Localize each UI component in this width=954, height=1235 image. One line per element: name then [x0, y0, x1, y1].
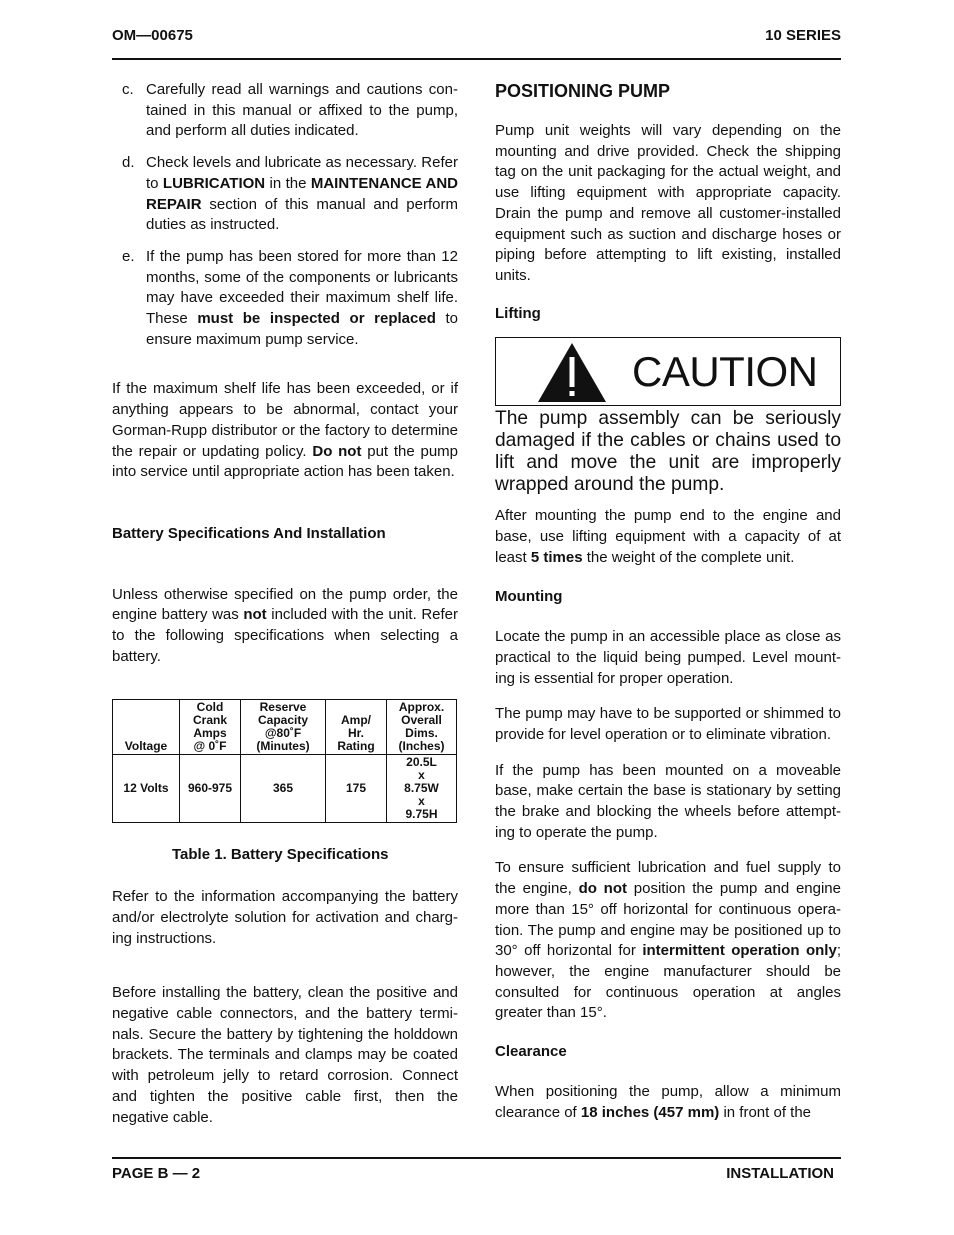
table-header-cell: Voltage — [113, 700, 180, 755]
lifting-heading: Lifting — [495, 304, 541, 322]
battery-install-paragraph: Before installing the battery, clean the positive and negative cable connectors, and the battery terminals. Secure the battery by tightening the holddown brackets. The terminals and clamps may be coated with petroleum jelly to retard corrosion. Connect and tighten the positive cable first, then the negative cable. — [112, 984, 458, 1126]
footer-rule — [112, 1157, 841, 1159]
series-label: 10 SERIES — [765, 27, 841, 44]
caution-banner — [495, 337, 841, 406]
header-rule — [112, 58, 841, 60]
right-column — [495, 80, 841, 1123]
list-item-c: c. Carefully read all warnings and cautions contained in this manual or affixed to the pump, and perform all duties indicated. — [122, 81, 458, 140]
mounting-heading: Mounting — [495, 588, 563, 606]
clearance-heading: Clearance — [495, 1043, 567, 1061]
battery-spec-table — [112, 699, 457, 823]
left-column — [112, 80, 458, 1128]
caution-text: The pump assembly can be seriously damaged if the cables or chains used to lift and move the unit are improperly wrapped around the pump. — [495, 408, 841, 496]
mounting-paragraph-1: Locate the pump in an accessible place as close as practical to the liquid being pumped. Level mounting is essential for proper operation. — [495, 628, 841, 687]
table-caption: Table 1. Battery Specifications — [172, 846, 389, 864]
battery-intro-paragraph: Unless otherwise specified on the pump order, the engine battery was not included with the unit. Refer to the following specifications when selecting a battery. — [112, 585, 458, 665]
table-cell: 175 — [326, 755, 387, 823]
table-header-row — [113, 700, 457, 755]
shelf-life-paragraph: If the maximum shelf life has been exceeded, or if anything appears to be abnormal, contact your Gorman-Rupp distributor or the factory to determine the repair or updating policy. Do not put the pump into service until appropriate action has been taken. — [112, 380, 458, 481]
lifting-paragraph: After mounting the pump end to the engine and base, use lifting equipment with a capacity of at least 5 times the weight of the complete unit. — [495, 507, 841, 566]
warning-triangle-icon — [536, 341, 608, 403]
doc-number: OM—00675 — [112, 27, 193, 44]
clearance-paragraph: When positioning the pump, allow a minimum clearance of 18 inches (457 mm) in front of the — [495, 1082, 841, 1121]
mounting-paragraph-3: If the pump has been mounted on a moveable base, make certain the base is stationary by setting the brake and blocking the wheels before attempting to operate the pump. — [495, 761, 841, 841]
table-cell: 20.5L x 8.75W x 9.75H — [387, 755, 457, 823]
mounting-paragraph-4: To ensure sufficient lubrication and fuel supply to the engine, do not position the pump and engine more than 15° off horizontal for continuous operation. The pump and engine may be positioned up to 30° off horizontal for intermittent operation only; however, the engine manufacturer should be consulted for continuous operation at angles greater than 15°. — [495, 859, 841, 1022]
table-header-cell: Amp/ Hr. Rating — [326, 700, 387, 755]
page-number: PAGE B — 2 — [112, 1165, 201, 1182]
table-cell: 960-975 — [180, 755, 241, 823]
section-name: INSTALLATION — [726, 1165, 834, 1182]
mounting-paragraph-2: The pump may have to be supported or shimmed to provide for level operation or to eliminate vibration. — [495, 705, 841, 743]
list-item-d: d. Check levels and lubricate as necessary. Refer to LUBRICATION in the MAINTENANCE AND REPAIR section of this manual and perform duties as instructed. — [122, 154, 458, 234]
table-header-cell: Cold Crank Amps @ 0˚F — [180, 700, 241, 755]
table-cell: 365 — [241, 755, 326, 823]
table-header-cell: Approx. Overall Dims. (Inches) — [387, 700, 457, 755]
intro-paragraph: Pump unit weights will vary depending on the mounting and drive provided. Check the shipping tag on the unit packaging for the actual weight, and use lifting equipment with appropriate capacity. Drain the pump and remove all customer-installed equipment such as suction and discharge hoses or piping before attempting to lift existing, installed units. — [495, 122, 841, 284]
caution-word: CAUTION — [632, 348, 818, 396]
activation-paragraph: Refer to the information accompanying the battery and/or electrolyte solution for activation and charging instructions. — [112, 888, 458, 947]
section-title: POSITIONING PUMP — [495, 81, 671, 101]
table-header-cell: Reserve Capacity @80˚F (Minutes) — [241, 700, 326, 755]
battery-heading: Battery Specifications And Installation — [112, 524, 386, 542]
list-item-e: e. If the pump has been stored for more than 12 months, some of the components or lubricants may have exceeded their maximum shelf life. These must be inspected or replaced to ensure maximum pump service. — [122, 247, 458, 348]
page-header — [112, 27, 841, 47]
table-cell: 12 Volts — [113, 755, 180, 823]
table-row — [113, 755, 457, 823]
